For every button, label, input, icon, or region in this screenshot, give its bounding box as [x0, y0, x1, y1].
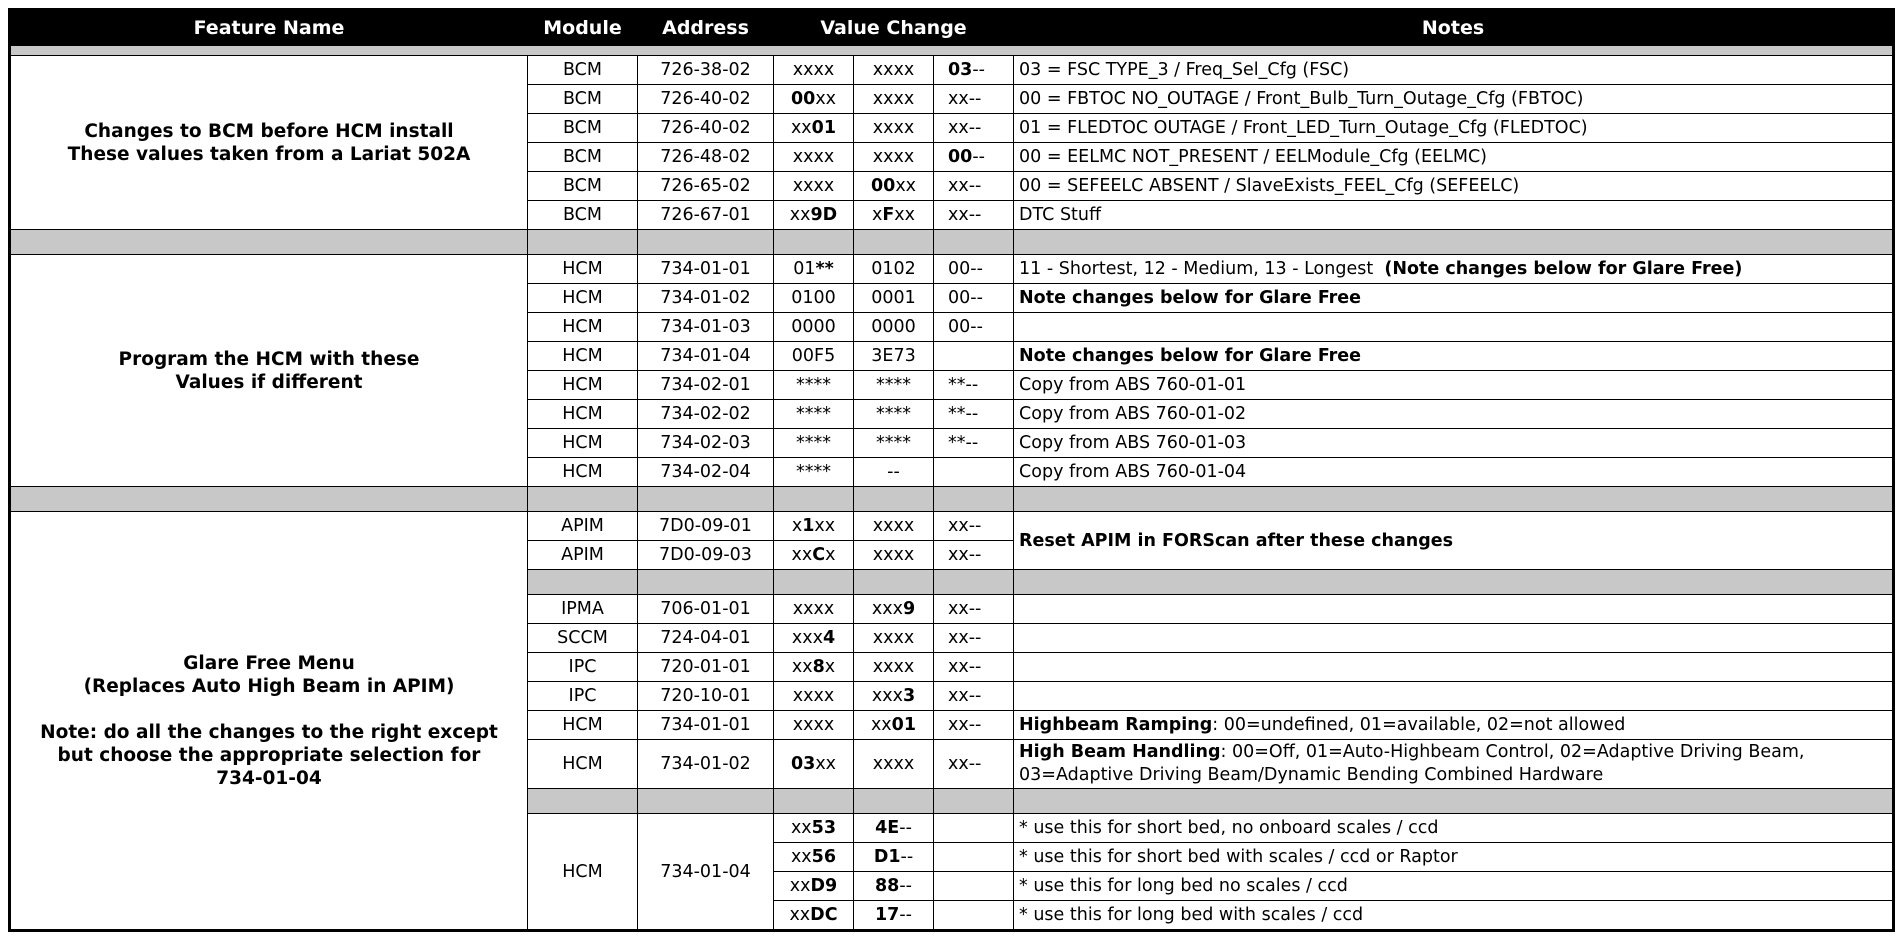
value-cell — [774, 85, 854, 114]
note-cell: High Beam Handling: 00=Off, 01=Auto-Highbeam Control, 02=Adaptive Driving Beam, 03=Adaptive Driving Beam/Dynamic Bending Combined Hardware — [1014, 740, 1894, 789]
address-cell: 734-02-01 — [638, 371, 774, 400]
value-cell — [854, 901, 934, 931]
value-fragment: 17 — [875, 905, 900, 925]
note-cell: * use this for long bed no scales / ccd — [1014, 872, 1894, 901]
module-cell: HCM — [528, 255, 638, 284]
note-cell: 01 = FLEDTOC OUTAGE / Front_LED_Turn_Outage_Cfg (FLEDTOC) — [1014, 114, 1894, 143]
module-cell: SCCM — [528, 624, 638, 653]
address-cell: 726-67-01 — [638, 201, 774, 230]
address-cell: 734-01-01 — [638, 255, 774, 284]
value-fragment: xxxx — [872, 118, 915, 138]
value-fragment: 03 — [948, 60, 973, 80]
value-cell — [774, 172, 854, 201]
note-cell — [1014, 711, 1894, 740]
address-cell: 7D0-09-01 — [638, 512, 774, 541]
value-cell — [774, 541, 854, 570]
value-fragment: xxxx — [792, 176, 835, 196]
value-cell: **** — [854, 371, 934, 400]
value-fragment: 00 — [870, 176, 896, 196]
value-cell: xxxx — [854, 624, 934, 653]
value-cell — [774, 814, 854, 843]
value-cell — [774, 872, 854, 901]
value-cell — [934, 85, 1014, 114]
value-fragment: 01 — [793, 259, 816, 279]
value-fragment: 4E — [875, 818, 900, 838]
separator-row — [10, 487, 1894, 512]
note-cell — [1014, 624, 1894, 653]
address-cell: 734-01-04 — [638, 814, 774, 931]
value-fragment: -- — [900, 847, 914, 867]
module-cell: BCM — [528, 172, 638, 201]
module-cell: HCM — [528, 284, 638, 313]
value-fragment: xx-- — [948, 118, 982, 138]
value-fragment: 01 — [891, 715, 917, 735]
module-cell: HCM — [528, 313, 638, 342]
value-cell — [934, 843, 1014, 872]
value-fragment: x — [871, 205, 883, 225]
value-cell — [774, 201, 854, 230]
feature-bcm — [10, 56, 528, 230]
note-cell: 00 = EELMC NOT_PRESENT / EELModule_Cfg (EELMC) — [1014, 143, 1894, 172]
value-fragment: C — [812, 545, 826, 565]
value-fragment: xxx — [791, 628, 823, 648]
note-cell: DTC Stuff — [1014, 201, 1894, 230]
value-cell — [854, 201, 934, 230]
address-cell: 734-01-02 — [638, 740, 774, 789]
value-fragment: x — [825, 545, 836, 565]
value-cell — [774, 512, 854, 541]
value-cell — [934, 172, 1014, 201]
value-cell: xxxx — [774, 595, 854, 624]
module-cell: HCM — [528, 740, 638, 789]
note-cell — [1014, 653, 1894, 682]
value-fragment: xxx — [871, 599, 903, 619]
value-fragment: xx — [815, 754, 837, 774]
value-cell — [934, 814, 1014, 843]
value-cell: 0000 — [854, 313, 934, 342]
note-cell: Copy from ABS 760-01-04 — [1014, 458, 1894, 487]
value-cell: 00F5 — [774, 342, 854, 371]
value-fragment: 00 — [790, 89, 816, 109]
module-cell: HCM — [528, 429, 638, 458]
value-fragment: xxxx — [872, 147, 915, 167]
address-cell: 734-02-02 — [638, 400, 774, 429]
value-fragment: High Beam Handling — [1019, 742, 1221, 762]
value-cell — [774, 624, 854, 653]
note-cell: * use this for short bed with scales / ccd or Raptor — [1014, 843, 1894, 872]
address-cell: 706-01-01 — [638, 595, 774, 624]
value-fragment: xxxx — [872, 60, 915, 80]
note-cell — [1014, 255, 1894, 284]
value-cell — [774, 843, 854, 872]
value-fragment: xx — [870, 715, 892, 735]
feature-line: Values if different — [175, 371, 363, 393]
note-cell: 03 = FSC TYPE_3 / Freq_Sel_Cfg (FSC) — [1014, 56, 1894, 85]
module-cell: IPC — [528, 653, 638, 682]
header-row — [10, 10, 1894, 46]
value-cell — [854, 56, 934, 85]
table-row — [10, 512, 1894, 541]
module-cell: HCM — [528, 711, 638, 740]
module-cell: BCM — [528, 114, 638, 143]
feature-line: Program the HCM with these — [118, 348, 420, 370]
value-cell: **-- — [934, 371, 1014, 400]
value-fragment: xx — [894, 205, 916, 225]
address-cell: 734-01-03 — [638, 313, 774, 342]
value-cell: 0001 — [854, 284, 934, 313]
note-cell: Copy from ABS 760-01-03 — [1014, 429, 1894, 458]
value-cell — [934, 342, 1014, 371]
value-cell — [854, 872, 934, 901]
value-fragment: xx — [814, 516, 836, 536]
note-cell: Copy from ABS 760-01-02 — [1014, 400, 1894, 429]
value-fragment: 88 — [875, 876, 900, 896]
note-cell: * use this for short bed, no onboard scales / ccd — [1014, 814, 1894, 843]
settings-table-sheet — [8, 8, 1892, 937]
address-cell: 726-48-02 — [638, 143, 774, 172]
value-cell: xx-- — [934, 740, 1014, 789]
note-cell — [1014, 313, 1894, 342]
table-row — [10, 255, 1894, 284]
value-fragment: F — [882, 205, 895, 225]
value-cell: xxxx — [854, 653, 934, 682]
value-cell — [774, 143, 854, 172]
note-cell — [1014, 595, 1894, 624]
value-cell: **** — [774, 429, 854, 458]
value-fragment: xx — [815, 89, 837, 109]
note-cell: * use this for long bed with scales / ccd — [1014, 901, 1894, 931]
value-cell — [854, 843, 934, 872]
value-fragment: xx — [791, 545, 813, 565]
value-fragment: xx — [790, 847, 812, 867]
value-cell: 00-- — [934, 284, 1014, 313]
value-cell — [934, 201, 1014, 230]
value-cell: **** — [774, 458, 854, 487]
value-cell: xx-- — [934, 711, 1014, 740]
value-fragment: -- — [899, 905, 912, 925]
module-cell: BCM — [528, 201, 638, 230]
value-fragment: 9 — [902, 599, 916, 619]
value-cell: -- — [854, 458, 934, 487]
feature-line: Changes to BCM before HCM install — [84, 120, 454, 142]
value-fragment: Highbeam Ramping — [1019, 715, 1213, 735]
module-cell: HCM — [528, 400, 638, 429]
value-cell: 0100 — [774, 284, 854, 313]
module-cell: IPMA — [528, 595, 638, 624]
value-fragment: xx — [790, 118, 812, 138]
value-fragment: xx-- — [948, 176, 982, 196]
value-cell — [774, 114, 854, 143]
value-cell — [774, 255, 854, 284]
value-fragment: xx — [895, 176, 917, 196]
value-cell: xxxx — [854, 541, 934, 570]
value-cell: 0000 — [774, 313, 854, 342]
feature-line: These values taken from a Lariat 502A — [67, 143, 471, 165]
value-cell — [854, 85, 934, 114]
note-cell: 00 = FBTOC NO_OUTAGE / Front_Bulb_Turn_Outage_Cfg (FBTOC) — [1014, 85, 1894, 114]
value-fragment: -- — [899, 876, 912, 896]
value-cell — [854, 595, 934, 624]
value-cell — [934, 872, 1014, 901]
value-cell: xxxx — [774, 711, 854, 740]
address-cell: 734-02-03 — [638, 429, 774, 458]
address-cell: 7D0-09-03 — [638, 541, 774, 570]
value-fragment: 56 — [811, 847, 837, 867]
value-fragment: 9D — [810, 205, 838, 225]
note-cell: Note changes below for Glare Free — [1014, 342, 1894, 371]
value-cell: xx-- — [934, 624, 1014, 653]
value-fragment: -- — [972, 60, 985, 80]
value-fragment: -- — [899, 818, 912, 838]
module-cell: APIM — [528, 541, 638, 570]
note-cell: Reset APIM in FORScan after these changes — [1014, 512, 1894, 570]
value-cell: 0102 — [854, 255, 934, 284]
value-change-header: Value Change — [774, 10, 1014, 46]
note-cell: 00 = SEFEELC ABSENT / SlaveExists_FEEL_Cfg (SEFEELC) — [1014, 172, 1894, 201]
value-cell — [774, 56, 854, 85]
value-fragment: xxxx — [872, 89, 915, 109]
value-cell: **-- — [934, 429, 1014, 458]
module-cell: BCM — [528, 56, 638, 85]
value-cell: xxxx — [854, 512, 934, 541]
value-fragment: xxx — [871, 686, 903, 706]
value-fragment: : 00=Off, 01=Auto-Highbeam Control, 02=Adaptive Driving Beam, — [1220, 742, 1805, 762]
feature-line: 734-01-04 — [216, 767, 322, 789]
address-cell: 726-65-02 — [638, 172, 774, 201]
module-cell: HCM — [528, 814, 638, 931]
address-cell: 734-01-02 — [638, 284, 774, 313]
value-fragment: : 00=undefined, 01=available, 02=not allowed — [1212, 715, 1626, 735]
note-cell: Note changes below for Glare Free — [1014, 284, 1894, 313]
value-fragment: 53 — [811, 818, 837, 838]
value-cell — [934, 458, 1014, 487]
value-fragment: xx — [791, 657, 813, 677]
value-fragment: xx — [789, 876, 811, 896]
value-cell — [854, 172, 934, 201]
address-cell: 726-38-02 — [638, 56, 774, 85]
feature-line: Glare Free Menu — [183, 652, 355, 674]
value-cell — [854, 814, 934, 843]
value-fragment: xxxx — [792, 147, 835, 167]
notes-header: Notes — [1014, 10, 1894, 46]
value-fragment: 3 — [902, 686, 916, 706]
value-fragment: xx-- — [948, 205, 982, 225]
value-fragment: D1 — [873, 847, 901, 867]
value-cell — [774, 901, 854, 931]
address-cell: 726-40-02 — [638, 114, 774, 143]
value-cell — [854, 711, 934, 740]
value-fragment: xx — [789, 905, 811, 925]
value-fragment: xx — [789, 205, 811, 225]
value-fragment: 11 - Shortest, 12 - Medium, 13 - Longest — [1019, 259, 1374, 279]
module-header: Module — [528, 10, 638, 46]
module-cell: APIM — [528, 512, 638, 541]
value-cell: 00-- — [934, 255, 1014, 284]
value-cell: 3E73 — [854, 342, 934, 371]
value-cell — [854, 682, 934, 711]
value-cell — [934, 114, 1014, 143]
value-cell: xx-- — [934, 541, 1014, 570]
value-cell — [854, 143, 934, 172]
address-cell: 734-01-01 — [638, 711, 774, 740]
value-fragment: ** — [815, 259, 834, 279]
value-cell: xxxx — [854, 740, 934, 789]
value-cell: **** — [774, 371, 854, 400]
value-fragment: xx-- — [948, 89, 982, 109]
value-cell: xx-- — [934, 595, 1014, 624]
value-fragment: 01 — [811, 118, 837, 138]
value-cell: **** — [774, 400, 854, 429]
address-cell: 720-10-01 — [638, 682, 774, 711]
value-fragment: xxxx — [792, 60, 835, 80]
value-fragment: xx — [790, 818, 812, 838]
value-cell — [774, 740, 854, 789]
value-cell: xx-- — [934, 653, 1014, 682]
module-cell: BCM — [528, 143, 638, 172]
value-cell: xx-- — [934, 512, 1014, 541]
separator-row — [10, 230, 1894, 255]
value-fragment: D9 — [810, 876, 838, 896]
value-fragment: (Note changes below for Glare Free) — [1384, 259, 1743, 279]
value-fragment: 00 — [948, 147, 973, 167]
value-fragment: 8 — [812, 657, 825, 677]
address-cell: 724-04-01 — [638, 624, 774, 653]
value-cell: 00-- — [934, 313, 1014, 342]
module-cell: HCM — [528, 458, 638, 487]
value-cell: **-- — [934, 400, 1014, 429]
address-cell: 734-01-04 — [638, 342, 774, 371]
value-cell: **** — [854, 400, 934, 429]
value-cell — [774, 653, 854, 682]
value-fragment: -- — [972, 147, 985, 167]
note-cell: Copy from ABS 760-01-01 — [1014, 371, 1894, 400]
feature-glare-free — [10, 512, 528, 931]
value-cell — [934, 901, 1014, 931]
value-fragment: x — [791, 516, 803, 536]
value-cell — [934, 143, 1014, 172]
value-fragment: 4 — [822, 628, 836, 648]
address-header: Address — [638, 10, 774, 46]
feature-line: Note: do all the changes to the right except — [40, 721, 498, 743]
value-fragment: 1 — [802, 516, 815, 536]
module-cell: HCM — [528, 371, 638, 400]
module-cell: IPC — [528, 682, 638, 711]
value-fragment: 03 — [790, 754, 816, 774]
value-cell: **** — [854, 429, 934, 458]
feature-line: but choose the appropriate selection for — [57, 744, 481, 766]
separator-row — [10, 46, 1894, 56]
table-row — [10, 56, 1894, 85]
feature-hcm — [10, 255, 528, 487]
address-cell: 726-40-02 — [638, 85, 774, 114]
feature-line: (Replaces Auto High Beam in APIM) — [83, 675, 455, 697]
feature-name-header: Feature Name — [10, 10, 528, 46]
module-cell: HCM — [528, 342, 638, 371]
value-cell: xxxx — [774, 682, 854, 711]
value-cell — [854, 114, 934, 143]
settings-table — [8, 8, 1895, 932]
value-fragment: DC — [810, 905, 838, 925]
address-cell: 734-02-04 — [638, 458, 774, 487]
value-cell: xx-- — [934, 682, 1014, 711]
note-cell — [1014, 682, 1894, 711]
address-cell: 720-01-01 — [638, 653, 774, 682]
value-fragment: x — [824, 657, 836, 677]
value-cell — [934, 56, 1014, 85]
module-cell: BCM — [528, 85, 638, 114]
